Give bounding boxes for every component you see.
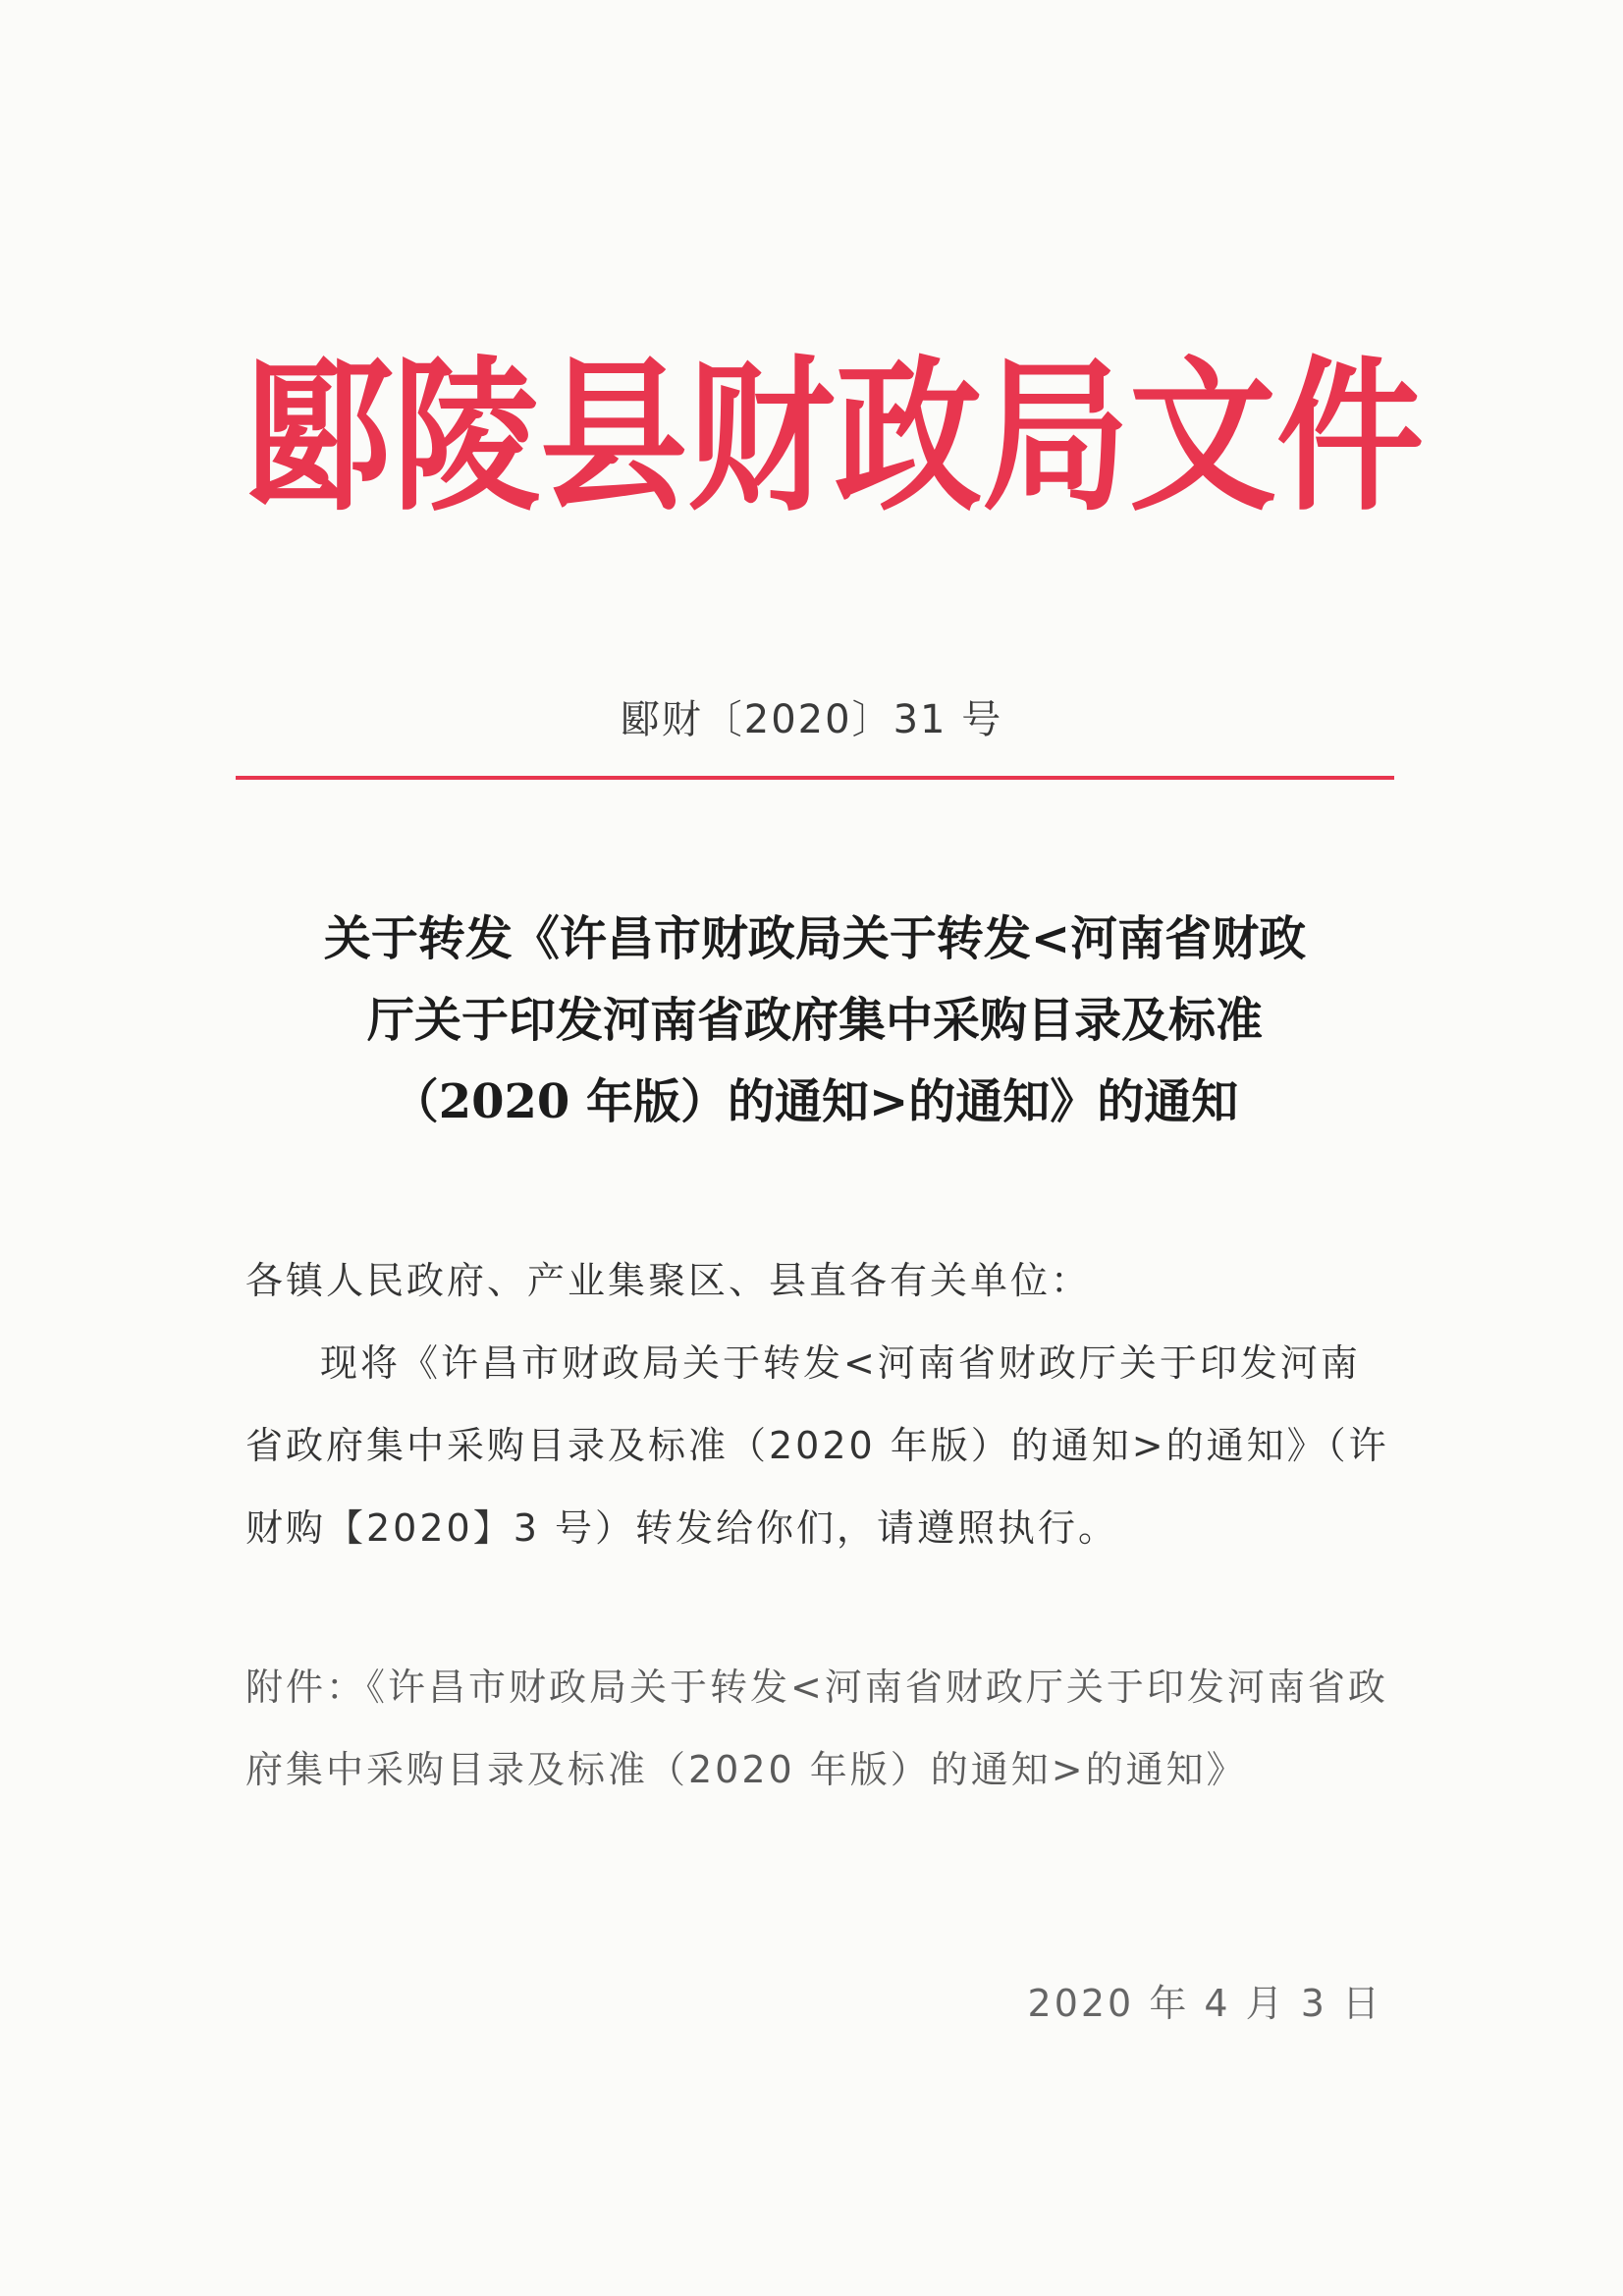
masthead-title: 郾陵县财政局文件 [245,340,1425,534]
title-line-2: 厅关于印发河南省政府集中采购目录及标准 [366,993,1263,1048]
notice-title [236,899,1394,1143]
title-line-1: 关于转发《许昌市财政局关于转发<河南省财政 [323,911,1307,966]
document-number: 郾财〔2020〕31 号 [620,697,1003,742]
attachment-note: 附件：《许昌市财政局关于转发<河南省财政厅关于印发河南省政府集中采购目录及标准（2020 年版）的通知>的通知》 [245,1666,1388,1791]
red-divider [236,776,1394,780]
issue-date: 2020 年 4 月 3 日 [1027,1982,1382,2025]
recipient-line: 各镇人民政府、产业集聚区、县直各有关单位： [245,1259,1092,1302]
body-paragraph: 现将《许昌市财政局关于转发<河南省财政厅关于印发河南省政府集中采购目录及标准（2020 年版）的通知>的通知》（许财购【2020】3 号）转发给你们，请遵照执行。 [245,1341,1389,1550]
title-line-3: （2020 年版）的通知>的通知》的通知 [391,1074,1239,1129]
